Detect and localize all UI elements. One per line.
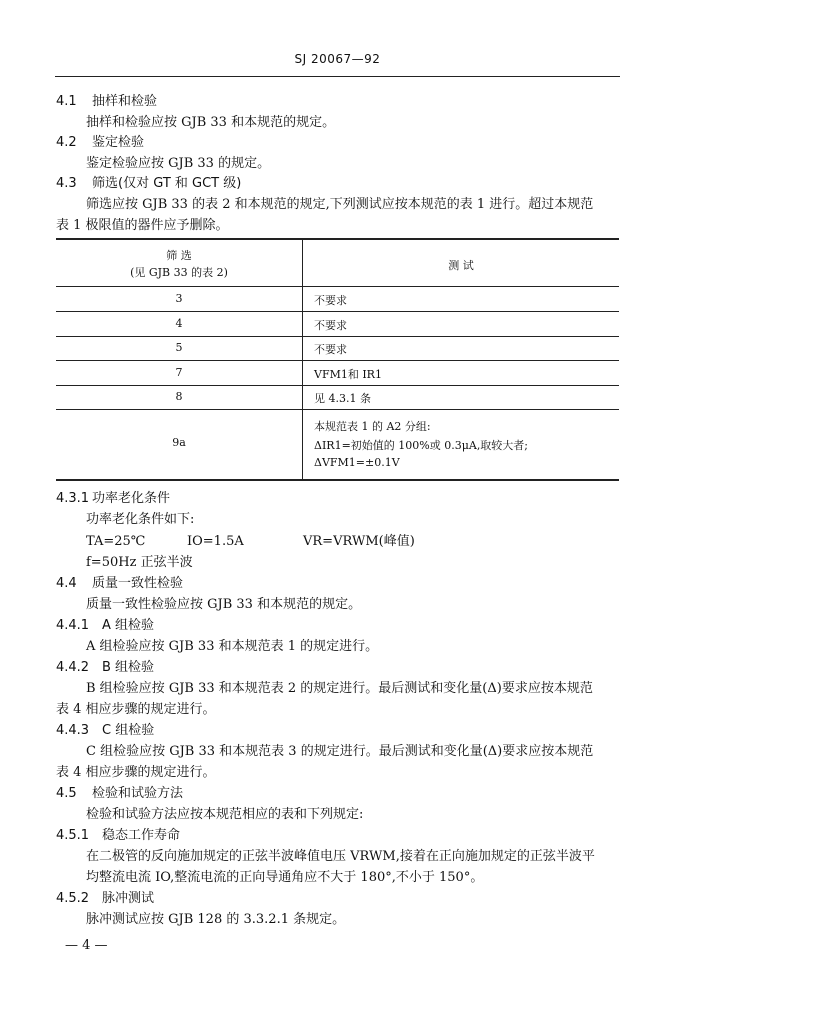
table-bottom-rule bbox=[56, 479, 619, 481]
section-4-5-2-heading: 4.5.2 脉冲测试 bbox=[56, 891, 155, 906]
table-cell-test: 本规范表 1 的 A2 分组: bbox=[314, 420, 431, 433]
section-4-3-1-intro: 功率老化条件如下: bbox=[86, 512, 195, 527]
section-4-3-body-line2: 表 1 极限值的器件应予删除。 bbox=[56, 218, 229, 233]
condition-reverse-voltage: VR=VRWM(峰值) bbox=[303, 534, 415, 549]
table-cell-test: ΔIR1=初始值的 100%或 0.3μA,取较大者; bbox=[314, 439, 529, 452]
section-4-1-body: 抽样和检验应按 GJB 33 和本规范的规定。 bbox=[86, 115, 336, 130]
table-cell-test: 不要求 bbox=[314, 294, 347, 307]
table-cell-test: VFM1和 IR1 bbox=[314, 368, 382, 381]
table-cell-test: ΔVFM1=±0.1V bbox=[314, 456, 400, 469]
table-cell-screen: 4 bbox=[175, 317, 183, 330]
table-cell-test: 不要求 bbox=[314, 319, 347, 332]
header-rule bbox=[55, 76, 620, 77]
section-4-1-heading: 4.1 抽样和检验 bbox=[56, 94, 158, 109]
section-4-4-3-heading: 4.4.3 C 组检验 bbox=[56, 723, 155, 738]
table-column-divider bbox=[302, 238, 303, 481]
table-cell-screen: 7 bbox=[175, 366, 183, 379]
table-header-screen-ref: (见 GJB 33 的表 2) bbox=[130, 266, 228, 279]
table-cell-screen: 3 bbox=[175, 292, 183, 305]
section-4-5-heading: 4.5 检验和试验方法 bbox=[56, 786, 184, 801]
section-4-4-1-heading: 4.4.1 A 组检验 bbox=[56, 618, 155, 633]
table-header-test: 测 试 bbox=[448, 259, 474, 272]
section-4-4-2-body-line1: B 组检验应按 GJB 33 和本规范表 2 的规定进行。最后测试和变化量(Δ)要求应按本规范 bbox=[86, 681, 593, 696]
condition-frequency: f=50Hz 正弦半波 bbox=[86, 555, 193, 570]
section-4-5-1-body-line1: 在二极管的反向施加规定的正弦半波峰值电压 VRWM,接着在正向施加规定的正弦半波平 bbox=[86, 849, 595, 864]
table-header-screen: 筛 选 bbox=[166, 249, 192, 262]
section-4-3-heading: 4.3 筛选(仅对 GT 和 GCT 级) bbox=[56, 176, 242, 191]
condition-ambient-temp: TA=25℃ bbox=[86, 534, 146, 549]
section-4-4-3-body-line2: 表 4 相应步骤的规定进行。 bbox=[56, 765, 216, 780]
section-4-5-1-body-line2: 均整流电流 IO,整流电流的正向导通角应不大于 180°,不小于 150°。 bbox=[86, 870, 484, 885]
table-cell-test: 不要求 bbox=[314, 343, 347, 356]
table-cell-test: 见 4.3.1 条 bbox=[314, 392, 371, 405]
table-row-rule bbox=[56, 409, 619, 410]
section-4-5-1-heading: 4.5.1 稳态工作寿命 bbox=[56, 828, 181, 843]
section-4-5-2-body: 脉冲测试应按 GJB 128 的 3.3.2.1 条规定。 bbox=[86, 912, 346, 927]
document-number: SJ 20067—92 bbox=[294, 52, 381, 66]
section-4-3-1-heading: 4.3.1 功率老化条件 bbox=[56, 491, 171, 506]
section-4-4-heading: 4.4 质量一致性检验 bbox=[56, 576, 184, 591]
section-4-3-body-line1: 筛选应按 GJB 33 的表 2 和本规范的规定,下列测试应按本规范的表 1 进行。超过本规范 bbox=[86, 197, 594, 212]
table-row-rule bbox=[56, 360, 619, 361]
table-row-rule bbox=[56, 311, 619, 312]
section-4-5-body: 检验和试验方法应按本规范相应的表和下列规定: bbox=[86, 807, 364, 822]
section-4-2-body: 鉴定检验应按 GJB 33 的规定。 bbox=[86, 156, 271, 171]
page-number: — 4 — bbox=[65, 938, 108, 953]
table-cell-screen: 5 bbox=[175, 341, 183, 354]
table-top-rule bbox=[56, 238, 619, 240]
section-4-4-1-body: A 组检验应按 GJB 33 和本规范表 1 的规定进行。 bbox=[86, 639, 379, 654]
section-4-4-body: 质量一致性检验应按 GJB 33 和本规范的规定。 bbox=[86, 597, 362, 612]
table-row-rule bbox=[56, 385, 619, 386]
table-header-rule bbox=[56, 286, 619, 287]
table-cell-screen: 9a bbox=[172, 436, 186, 449]
screening-table bbox=[56, 238, 619, 481]
section-4-4-3-body-line1: C 组检验应按 GJB 33 和本规范表 3 的规定进行。最后测试和变化量(Δ)要求应按本规范 bbox=[86, 744, 594, 759]
condition-output-current: IO=1.5A bbox=[187, 534, 244, 549]
table-row-rule bbox=[56, 336, 619, 337]
section-4-4-2-heading: 4.4.2 B 组检验 bbox=[56, 660, 155, 675]
table-cell-screen: 8 bbox=[175, 390, 183, 403]
section-4-4-2-body-line2: 表 4 相应步骤的规定进行。 bbox=[56, 702, 216, 717]
section-4-2-heading: 4.2 鉴定检验 bbox=[56, 135, 145, 150]
